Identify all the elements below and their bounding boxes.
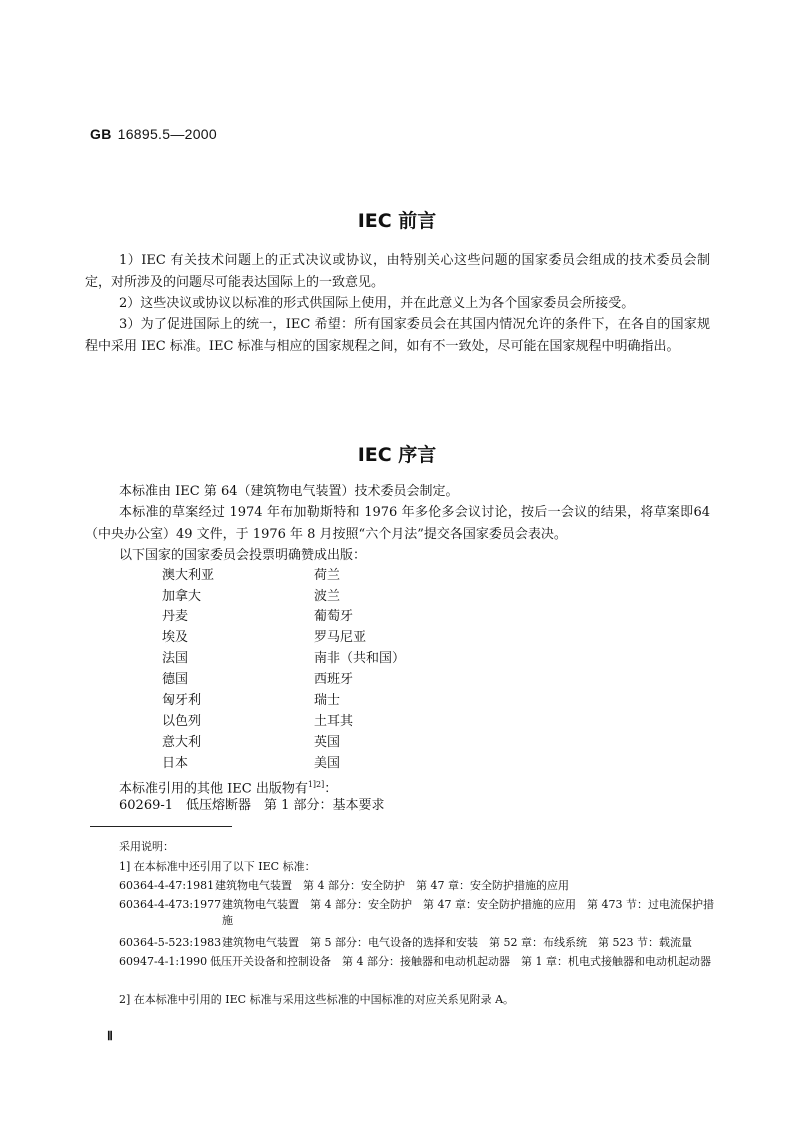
country-right: 葡萄牙: [314, 609, 354, 624]
country-right: 瑞士: [314, 693, 341, 708]
document-header: [90, 126, 217, 142]
other-publications-text: 本标准引用的其他 IEC 出版物有: [119, 781, 308, 797]
country-left: 日本: [162, 756, 189, 771]
footnote-item: [119, 954, 714, 970]
country-left: 丹麦: [162, 609, 189, 624]
other-publications-colon: ：: [324, 781, 338, 797]
country-left: 澳大利亚: [162, 568, 215, 583]
footnote-item: [119, 878, 714, 894]
footnote-item-text: 建筑物电气装置 第 4 部分：安全防护 第 47 章：安全防护措施的应用: [215, 879, 569, 892]
footnote-2: 2] 在本标准中引用的 IEC 标准与采用这些标准的中国标准的对应关系见附录 A。: [119, 993, 515, 1006]
country-left: 埃及: [162, 630, 189, 645]
foreword-title: IEC 前言: [357, 210, 437, 232]
footnote-item-code: 60364-4-47:1981: [119, 879, 215, 892]
footnote-item-text: 低压开关设备和控制设备 第 4 部分：接触器和电动机起动器 第 1 章：机电式接触器和电动机起动器: [210, 955, 711, 968]
footnote-divider: [90, 826, 232, 827]
country-left: 法国: [162, 651, 189, 666]
country-right: 南非（共和国）: [314, 651, 406, 666]
foreword-paragraph-1: 1）IEC 有关技术问题上的正式决议或协议，由特别关心这些问题的国家委员会组成的技术委员会制定，对所涉及的问题尽可能表达国际上的一致意见。: [85, 253, 710, 290]
country-left: 意大利: [162, 735, 202, 750]
footnote-1-intro: 1] 在本标准中还引用了以下 IEC 标准：: [119, 860, 316, 873]
country-right: 罗马尼亚: [314, 630, 367, 645]
page-number: Ⅱ: [107, 1029, 113, 1043]
footnote-item-code: 60364-4-473:1977: [119, 898, 222, 911]
gb-label: GB: [90, 126, 112, 142]
country-right: 美国: [314, 756, 341, 771]
country-left: 以色列: [162, 714, 202, 729]
country-right: 荷兰: [314, 568, 341, 583]
reference-line: 60269-1 低压熔断器 第 1 部分：基本要求: [119, 798, 385, 813]
country-right: 英国: [314, 735, 341, 750]
footnote-marker: 1]2]: [307, 780, 325, 789]
country-right: 波兰: [314, 589, 341, 604]
preface-title: IEC 序言: [357, 444, 437, 466]
footnote-item-code: 60364-5-523:1983: [119, 936, 222, 949]
footnote-item-text: 建筑物电气装置 第 5 部分：电气设备的选择和安装 第 52 章：布线系统 第 523 节：载流量: [222, 936, 692, 949]
footnote-item-code: 60947-4-1:1990: [119, 955, 208, 968]
country-left: 德国: [162, 672, 189, 687]
footnote-item: [119, 935, 714, 951]
foreword-paragraph-3: 3）为了促进国际上的统一，IEC 希望：所有国家委员会在其国内情况允许的条件下，在各自的国家规程中采用 IEC 标准。IEC 标准与相应的国家规程之间，如有不一致处，尽可能在国家规程中明确指出。: [85, 317, 710, 354]
country-right: 土耳其: [314, 714, 354, 729]
standard-number: 16895.5—2000: [117, 126, 217, 142]
preface-line-2: 本标准的草案经过 1974 年布加勒斯特和 1976 年多伦多会议讨论，按后一会议的结果，将草案即64（中央办公室）49 文件，于 1976 年 8 月按照“六个月法”提交各国家委员会表决。: [85, 505, 710, 542]
country-left: 匈牙利: [162, 693, 202, 708]
preface-line-3: 以下国家的国家委员会投票明确赞成出版：: [119, 548, 367, 563]
footnote-heading: 采用说明：: [119, 840, 174, 853]
preface-line-1: 本标准由 IEC 第 64（建筑物电气装置）技术委员会制定。: [119, 484, 459, 499]
foreword-paragraph-2: 2）这些决议或协议以标准的形式供国际上使用，并在此意义上为各个国家委员会所接受。: [119, 296, 635, 311]
country-right: 西班牙: [314, 672, 354, 687]
footnote-item: [119, 897, 714, 927]
country-left: 加拿大: [162, 589, 202, 604]
footnote-item-text: 建筑物电气装置 第 4 部分：安全防护 第 47 章：安全防护措施的应用 第 473 节：过电流保护措施: [222, 898, 714, 927]
